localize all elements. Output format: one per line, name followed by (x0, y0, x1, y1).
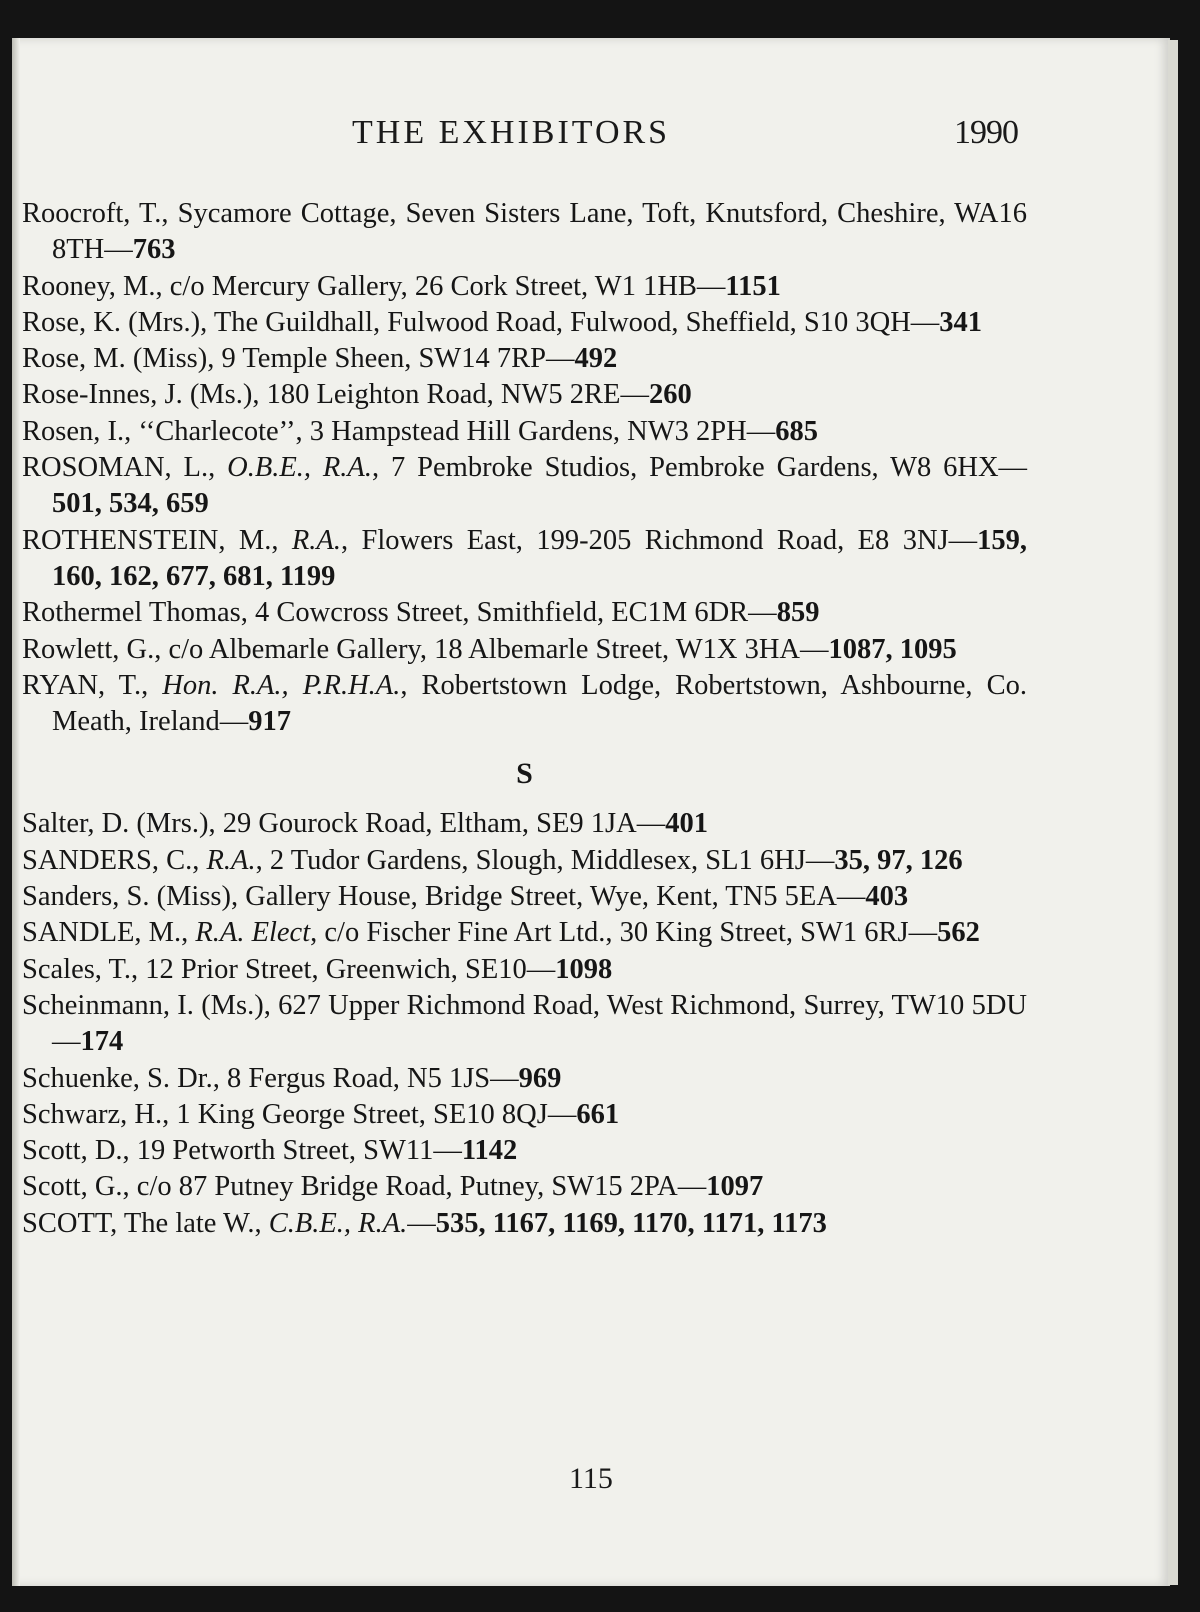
exhibitor-name: Scott, G., (22, 1171, 137, 1203)
exhibit-numbers: 763 (132, 234, 176, 266)
exhibitor-name: Rose-Innes, J. (Ms.), (22, 379, 267, 411)
exhibitor-address: — (407, 1207, 436, 1239)
exhibitor-address: c/o Albemarle Gallery, 18 Albemarle Street, W1X 3HA— (168, 633, 829, 665)
exhibitor-entry (22, 952, 1027, 988)
exhibitor-entry (22, 668, 1027, 741)
exhibitor-name: Schwarz, H., (22, 1098, 177, 1130)
exhibitor-title: R.A. (206, 844, 256, 876)
exhibitor-address: Gallery House, Bridge Street, Wye, Kent, TN5 5EA— (245, 881, 866, 913)
exhibitor-name: Rose, K. (Mrs.), (22, 306, 214, 338)
exhibitor-address: , Robertstown Lodge, Robertstown, Ashbourne, Co. Meath, Ireland— (52, 669, 1027, 738)
exhibit-numbers: 492 (574, 343, 618, 375)
exhibitor-address: 180 Leighton Road, NW5 2RE— (266, 379, 649, 411)
exhibitor-address: 1 King George Street, SE10 8QJ— (176, 1098, 577, 1130)
exhibit-numbers: 501, 534, 659 (52, 488, 209, 520)
exhibitor-group-r (22, 196, 1027, 740)
exhibit-numbers: 1097 (706, 1171, 764, 1203)
exhibitor-entry (22, 988, 1027, 1061)
exhibitor-group-s (22, 806, 1027, 1242)
exhibit-numbers: 401 (665, 808, 708, 840)
page-year: 1990 (954, 114, 1018, 151)
exhibitor-name: SCOTT, The late W., (22, 1207, 269, 1239)
exhibit-numbers: 1142 (461, 1135, 518, 1167)
exhibitor-address: Sycamore Cottage, Seven Sisters Lane, Toft, Knutsford, Cheshire, WA16 8TH— (52, 198, 1027, 266)
exhibitor-name: Rothermel Thomas, (22, 597, 255, 629)
page-header (12, 114, 1170, 154)
exhibitor-title: Hon. R.A., P.R.H.A. (162, 669, 401, 701)
exhibitor-title: R.A. Elect (195, 917, 311, 949)
exhibitor-address: , 2 Tudor Gardens, Slough, Middlesex, SL1 6HJ— (255, 844, 835, 876)
exhibit-numbers: 159, 160, 162, 677, 681, 1199 (52, 524, 1027, 592)
exhibitor-entry (22, 915, 1027, 951)
exhibitor-name: ROSOMAN, L., (22, 452, 228, 484)
exhibitor-list (22, 196, 1027, 1242)
exhibitor-name: SANDERS, C., (22, 844, 207, 876)
exhibitor-entry (22, 632, 1027, 668)
exhibitor-title: R.A. (291, 524, 341, 556)
exhibitor-name: Rosen, I., (22, 415, 139, 447)
exhibitor-address: The Guildhall, Fulwood Road, Fulwood, Sheffield, S10 3QH— (213, 306, 940, 338)
exhibitor-address: 8 Fergus Road, N5 1JS— (227, 1062, 519, 1094)
exhibitor-entry (22, 269, 1027, 305)
exhibitor-entry (22, 305, 1027, 341)
exhibit-numbers: 1098 (555, 953, 613, 985)
exhibit-numbers: 341 (939, 306, 983, 338)
exhibit-numbers: 859 (776, 597, 820, 629)
exhibitor-name: Salter, D. (Mrs.), (22, 808, 223, 840)
exhibitor-name: Roocroft, T., (22, 198, 178, 229)
exhibit-numbers: 562 (937, 917, 980, 949)
exhibit-numbers: 535, 1167, 1169, 1170, 1171, 1173 (435, 1207, 827, 1239)
exhibit-numbers: 917 (248, 706, 292, 738)
exhibitor-name: Scheinmann, I. (Ms.), (22, 989, 279, 1021)
exhibitor-entry (22, 377, 1027, 413)
exhibitor-entry (22, 450, 1027, 523)
exhibit-numbers: 685 (775, 415, 818, 447)
exhibitor-address: 29 Gourock Road, Eltham, SE9 1JA— (222, 808, 666, 840)
exhibitor-entry (22, 843, 1027, 879)
exhibitor-entry (22, 523, 1027, 596)
page-number: 115 (569, 1462, 613, 1495)
exhibitor-title: C.B.E., R.A. (268, 1207, 408, 1239)
exhibitor-entry (22, 414, 1027, 450)
section-letter: S (516, 757, 533, 791)
exhibit-numbers: 1087, 1095 (828, 633, 957, 665)
exhibitor-name: Sanders, S. (Miss), (22, 881, 246, 913)
exhibitor-entry (22, 806, 1027, 842)
exhibitor-entry (22, 1133, 1027, 1169)
book-page (12, 38, 1170, 1586)
exhibitor-address: , c/o Fischer Fine Art Ltd., 30 King Street, SW1 6RJ— (310, 917, 938, 949)
exhibitor-title: O.B.E., R.A. (227, 452, 372, 484)
exhibitor-name: ROTHENSTEIN, M., (22, 524, 292, 556)
exhibitor-entry (22, 1206, 1027, 1242)
exhibitor-name: Rose, M. (Miss), (22, 343, 222, 375)
exhibit-numbers: 403 (865, 881, 909, 913)
page-edge (1168, 40, 1178, 1585)
exhibit-numbers: 35, 97, 126 (834, 844, 963, 876)
exhibitor-entry (22, 196, 1027, 269)
exhibitor-name: RYAN, T., (22, 669, 163, 701)
exhibitor-entry (22, 1061, 1027, 1097)
exhibit-numbers: 260 (648, 379, 692, 411)
exhibitor-entry (22, 595, 1027, 631)
exhibitor-address: 19 Petworth Street, SW11— (136, 1135, 462, 1167)
exhibitor-address: c/o 87 Putney Bridge Road, Putney, SW15 2PA— (136, 1171, 707, 1203)
exhibitor-address: 4 Cowcross Street, Smithfield, EC1M 6DR— (254, 597, 777, 629)
exhibitor-name: SANDLE, M., (22, 917, 196, 949)
exhibitor-name: Schuenke, S. Dr., (22, 1062, 228, 1094)
exhibitor-address: ‘‘Charlecote’’, 3 Hampstead Hill Gardens, NW3 2PH— (138, 415, 776, 447)
exhibitor-address: 9 Temple Sheen, SW14 7RP— (221, 343, 575, 375)
exhibitor-address: 12 Prior Street, Greenwich, SE10— (145, 953, 556, 985)
exhibitor-address: c/o Mercury Gallery, 26 Cork Street, W1 1HB— (169, 270, 726, 302)
exhibitor-entry (22, 1169, 1027, 1205)
exhibitor-name: Rowlett, G., (22, 633, 169, 665)
page-title: THE EXHIBITORS (352, 114, 671, 151)
exhibitor-entry (22, 1097, 1027, 1133)
exhibitor-name: Scott, D., (22, 1135, 137, 1167)
exhibitor-address: , 7 Pembroke Studios, Pembroke Gardens, W8 6HX— (371, 452, 1028, 484)
exhibit-numbers: 1151 (725, 270, 781, 302)
exhibitor-entry (22, 341, 1027, 377)
exhibitor-entry (22, 879, 1027, 915)
exhibit-numbers: 174 (80, 1026, 124, 1058)
exhibitor-name: Rooney, M., (22, 270, 170, 302)
exhibit-numbers: 661 (576, 1098, 620, 1130)
exhibitor-name: Scales, T., (22, 953, 146, 985)
exhibitor-address: 627 Upper Richmond Road, West Richmond, Surrey, TW10 5DU— (52, 989, 1027, 1058)
exhibitor-address: , Flowers East, 199-205 Richmond Road, E8 3NJ— (340, 524, 978, 556)
exhibit-numbers: 969 (518, 1062, 562, 1094)
page-gutter-shadow (12, 38, 20, 1586)
